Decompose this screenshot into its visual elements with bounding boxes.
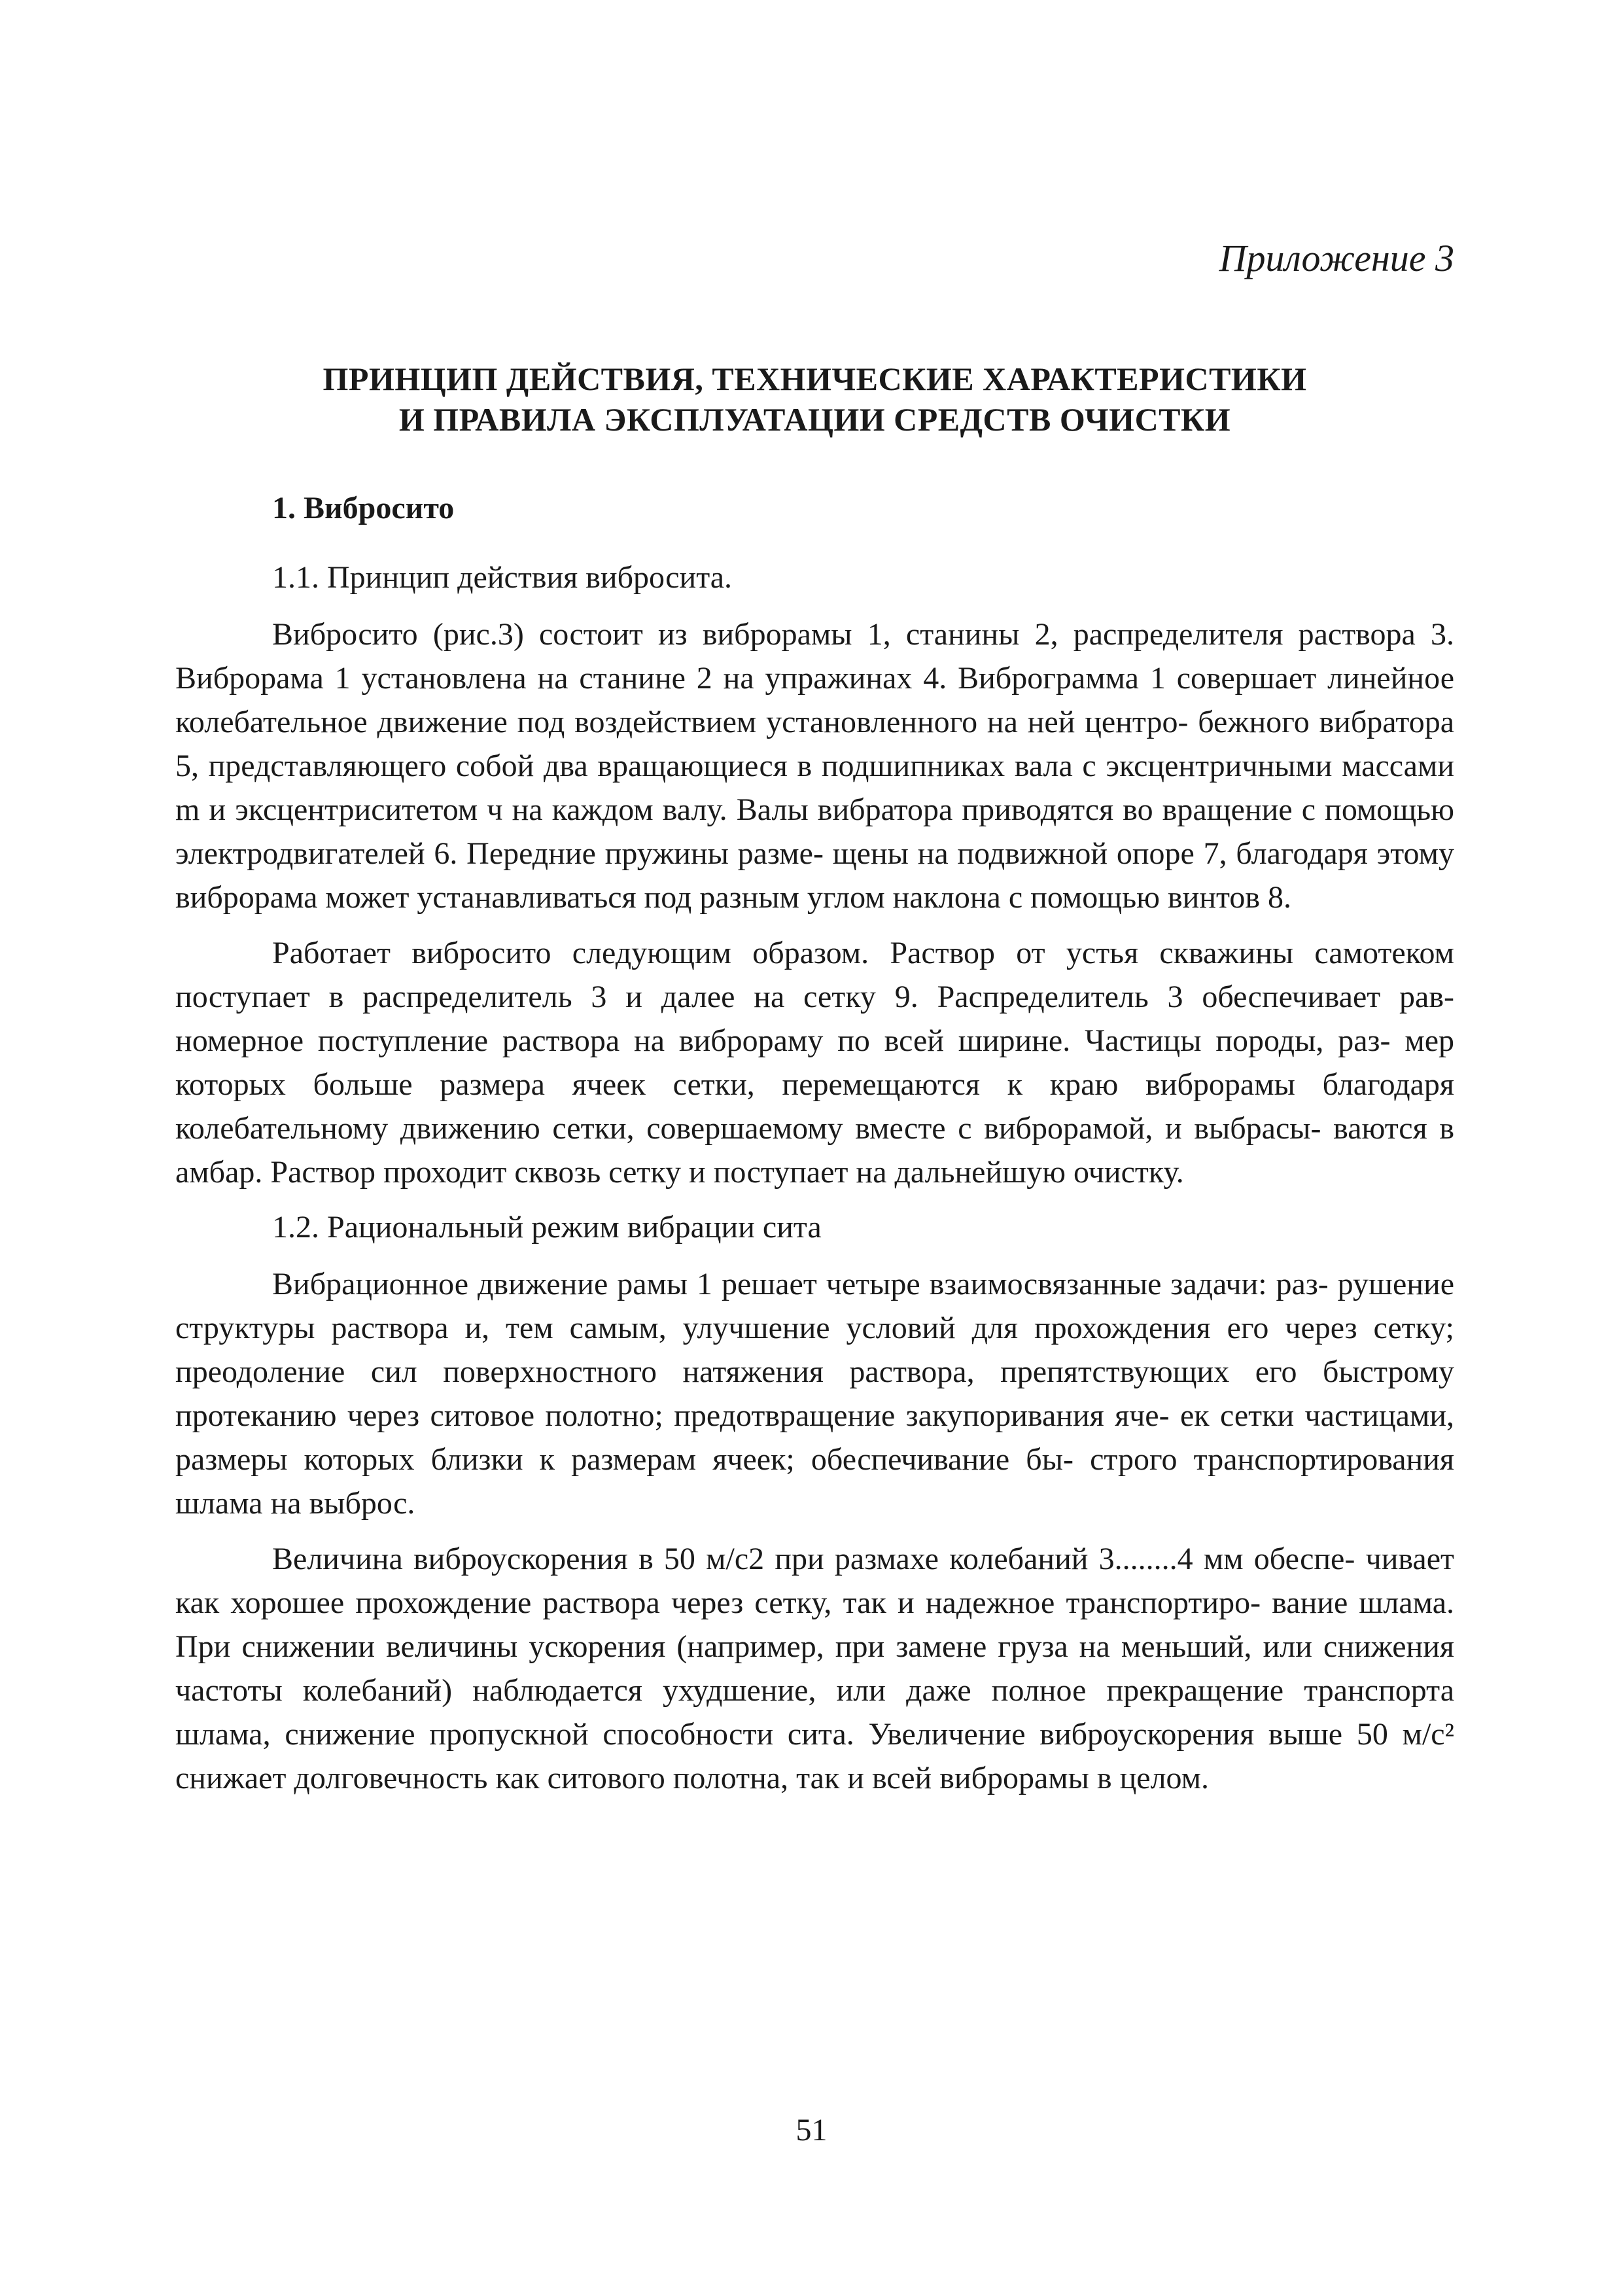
paragraph-acceleration: Величина виброускорения в 50 м/с2 при размахе колебаний 3........4 мм обеспе- чивает как хорошее прохождение раствора через сетку, так и надежное транспортиро- вание шлама. При снижении величины ускорения (например, при замене груза на меньший, или снижения частоты колебаний) наблюдается ухудшение, или даже полное прекращение транспорта шлама, снижение пропускной способности сита. Увеличение виброускорения выше 50 м/с² снижает долговечность как ситового полотна, так и всей виброрамы в целом. [175,1542,1454,1795]
paragraph-principle: Вибросито (рис.3) состоит из виброрамы 1, станины 2, распределителя раствора 3. Виброрама 1 установлена на станине 2 на упражинах 4. Виброграмма 1 совершает линейное колебательное движение под воздействием установленного на ней центро- бежного вибратора 5, представляющего собой два вращающиеся в подшипниках вала с эксцентричными массами m и эксцентриситетом ч на каждом валу. Валы вибратора приводятся во вращение с помощью электродвигателей 6. Передние пружины разме- щены на подвижной опоре 7, благодаря этому виброрама может устанавливаться под разным углом наклона с помощью винтов 8. [175,617,1454,915]
title-line-1: ПРИНЦИП ДЕЙСТВИЯ, ТЕХНИЧЕСКИЕ ХАРАКТЕРИСТИКИ [323,361,1307,397]
title-line-2: И ПРАВИЛА ЭКСПЛУАТАЦИИ СРЕДСТВ ОЧИСТКИ [398,401,1231,438]
paragraph-operation: Работает вибросито следующим образом. Раствор от устья скважины самотеком поступает в распределитель 3 и далее на сетку 9. Распределитель 3 обеспечивает рав- номерное поступление раствора на виброраму по всей ширине. Частицы породы, раз- мер которых больше размера ячеек сетки, перемещаются к краю виброрамы благодаря колебательному движению сетки, совершаемому вместе с виброрамой, и выбрасы- ваются в амбар. Раствор проходит сквозь сетку и поступает на дальнейшую очистку. [175,936,1454,1190]
document-title [175,359,1454,440]
paragraph-vibration-tasks: Вибрационное движение рамы 1 решает четыре взаимосвязанные задачи: раз- рушение структуры раствора и, тем самым, улучшение условий для прохождения его через сетку; преодоление сил поверхностного натяжения раствора, препятствующих его быстрому протеканию через ситовое полотно; предотвращение закупоривания яче- ек сетки частицами, размеры которых близки к размерам ячеек; обеспечивание бы- строго транспортирования шлама на выброс. [175,1267,1454,1521]
subsection-heading-1-1: 1.1. Принцип действия вибросита. [272,560,733,595]
subsection-heading-1-2: 1.2. Рациональный режим вибрации сита [272,1210,822,1245]
appendix-label: Приложение 3 [1219,237,1454,279]
document-page [175,236,1454,1812]
section-heading: 1. Вибросито [272,491,455,525]
page-number: 51 [795,2113,828,2147]
